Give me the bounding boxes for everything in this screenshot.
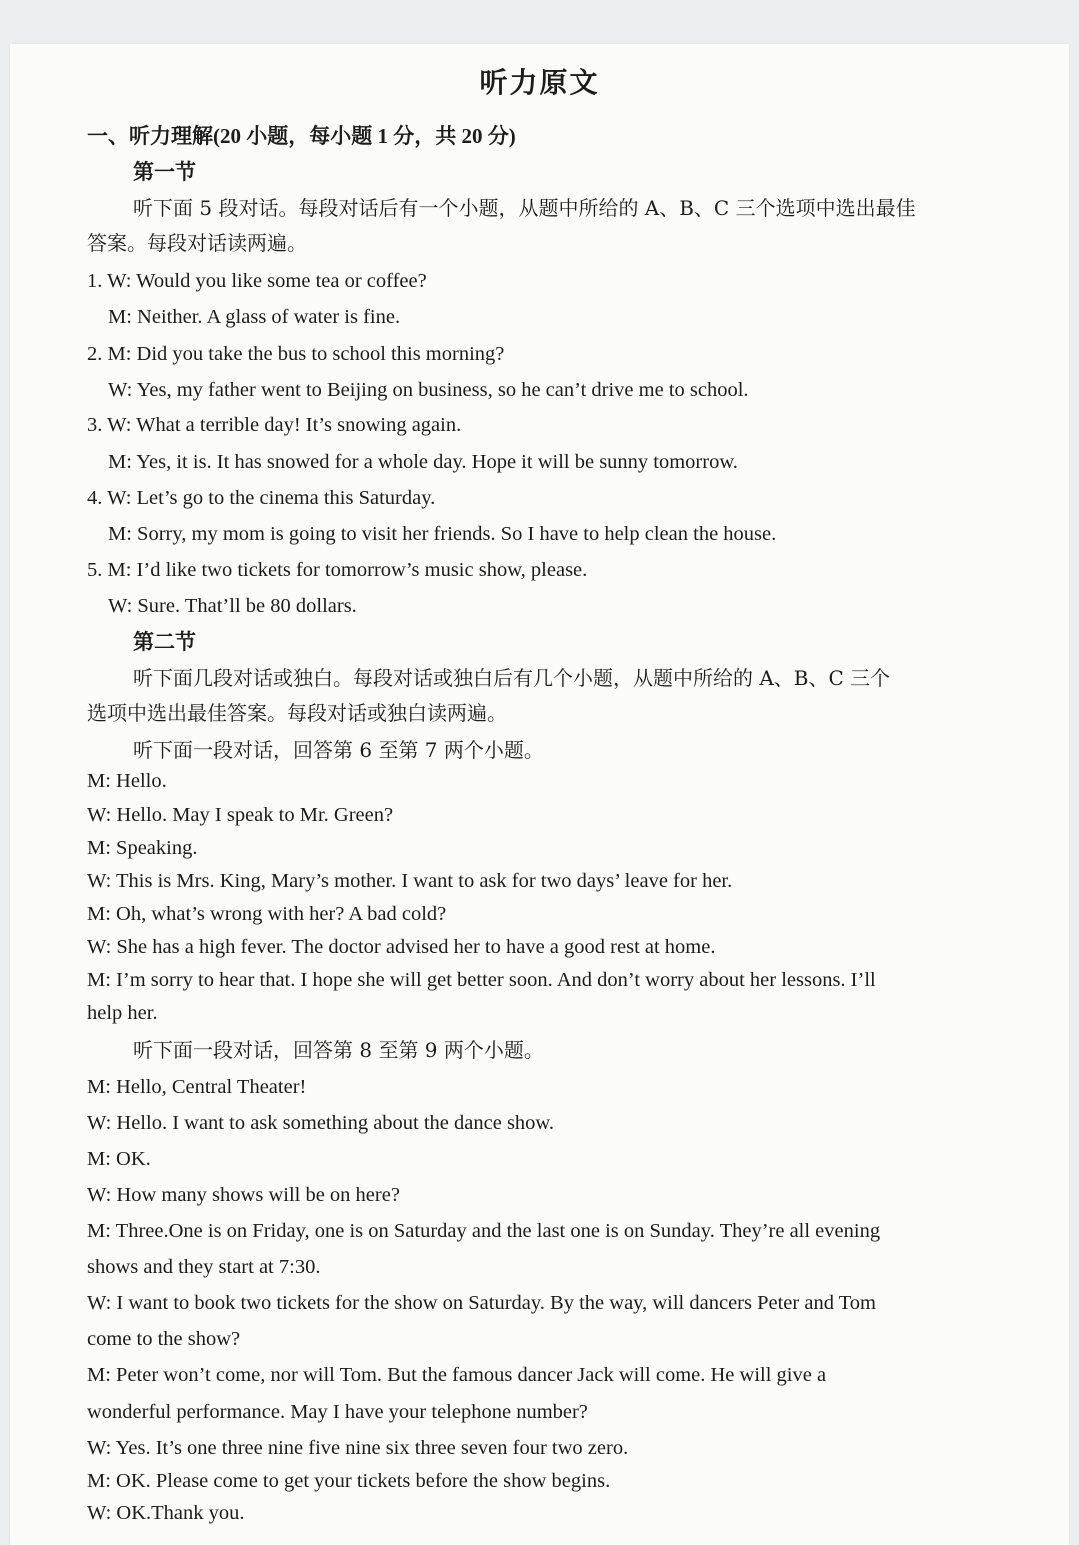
dialogue-line: W: Hello. I want to ask something about the dance show. bbox=[87, 1112, 555, 1134]
dialogue-line: W: OK.Thank you. bbox=[87, 1502, 245, 1524]
dialogue-line: 5. M: I’d like two tickets for tomorrow’s music show, please. bbox=[87, 559, 588, 581]
instruction-line: 答案。每段对话读两遍。 bbox=[87, 231, 307, 255]
dialogue-line: W: Yes. It’s one three nine five nine six three seven four two zero. bbox=[87, 1437, 629, 1459]
dialogue-line: W: I want to book two tickets for the show on Saturday. By the way, will dancers Peter and Tom bbox=[87, 1292, 876, 1314]
instruction-line: 选项中选出最佳答案。每段对话或独白读两遍。 bbox=[87, 701, 507, 725]
section-heading: 第二节 bbox=[133, 630, 196, 654]
dialogue-line: W: Hello. May I speak to Mr. Green? bbox=[87, 804, 394, 826]
dialogue-line: help her. bbox=[87, 1002, 158, 1024]
dialogue-line: W: Yes, my father went to Beijing on business, so he can’t drive me to school. bbox=[108, 379, 749, 401]
dialogue-line: W: This is Mrs. King, Mary’s mother. I want to ask for two days’ leave for her. bbox=[87, 870, 733, 892]
dialogue-line: M: Peter won’t come, nor will Tom. But the famous dancer Jack will come. He will give a bbox=[87, 1364, 827, 1386]
dialogue-line: 4. W: Let’s go to the cinema this Saturday. bbox=[87, 487, 436, 509]
dialogue-line: W: Sure. That’ll be 80 dollars. bbox=[108, 595, 357, 617]
dialogue-line: M: Oh, what’s wrong with her? A bad cold? bbox=[87, 903, 447, 925]
dialogue-line: wonderful performance. May I have your telephone number? bbox=[87, 1401, 588, 1423]
dialogue-line: W: She has a high fever. The doctor advised her to have a good rest at home. bbox=[87, 936, 716, 958]
dialogue-line: M: Neither. A glass of water is fine. bbox=[108, 306, 401, 328]
dialogue-line: M: Hello. bbox=[87, 770, 167, 792]
dialogue-line: M: OK. bbox=[87, 1148, 151, 1170]
instruction-line: 听下面 5 段对话。每段对话后有一个小题，从题中所给的 A、B、C 三个选项中选出最佳 bbox=[133, 196, 916, 220]
dialogue-line: M: Three.One is on Friday, one is on Saturday and the last one is on Sunday. They’re all evening bbox=[87, 1220, 881, 1242]
dialogue-line: 2. M: Did you take the bus to school this morning? bbox=[87, 343, 505, 365]
dialogue-line: M: Yes, it is. It has snowed for a whole day. Hope it will be sunny tomorrow. bbox=[108, 451, 738, 473]
dialogue-line: M: I’m sorry to hear that. I hope she will get better soon. And don’t worry about her lessons. I’ll bbox=[87, 969, 876, 991]
dialogue-line: 1. W: Would you like some tea or coffee? bbox=[87, 270, 427, 292]
dialogue-line: M: Sorry, my mom is going to visit her friends. So I have to help clean the house. bbox=[108, 523, 777, 545]
dialogue-line: M: OK. Please come to get your tickets before the show begins. bbox=[87, 1470, 611, 1492]
dialogue-line: shows and they start at 7:30. bbox=[87, 1256, 321, 1278]
section-heading: 第一节 bbox=[133, 160, 196, 184]
page-title: 听力原文 bbox=[479, 66, 600, 99]
dialogue-line: come to the show? bbox=[87, 1328, 241, 1350]
dialogue-line: W: How many shows will be on here? bbox=[87, 1184, 400, 1206]
instruction-line: 听下面几段对话或独白。每段对话或独白后有几个小题，从题中所给的 A、B、C 三个 bbox=[133, 666, 891, 690]
dialogue-line: M: Hello, Central Theater! bbox=[87, 1076, 307, 1098]
instruction-line: 听下面一段对话，回答第 8 至第 9 两个小题。 bbox=[133, 1038, 544, 1062]
dialogue-line: M: Speaking. bbox=[87, 837, 198, 859]
section-heading: 一、听力理解(20 小题，每小题 1 分，共 20 分) bbox=[87, 124, 516, 148]
dialogue-line: 3. W: What a terrible day! It’s snowing again. bbox=[87, 414, 462, 436]
instruction-line: 听下面一段对话，回答第 6 至第 7 两个小题。 bbox=[133, 738, 544, 762]
